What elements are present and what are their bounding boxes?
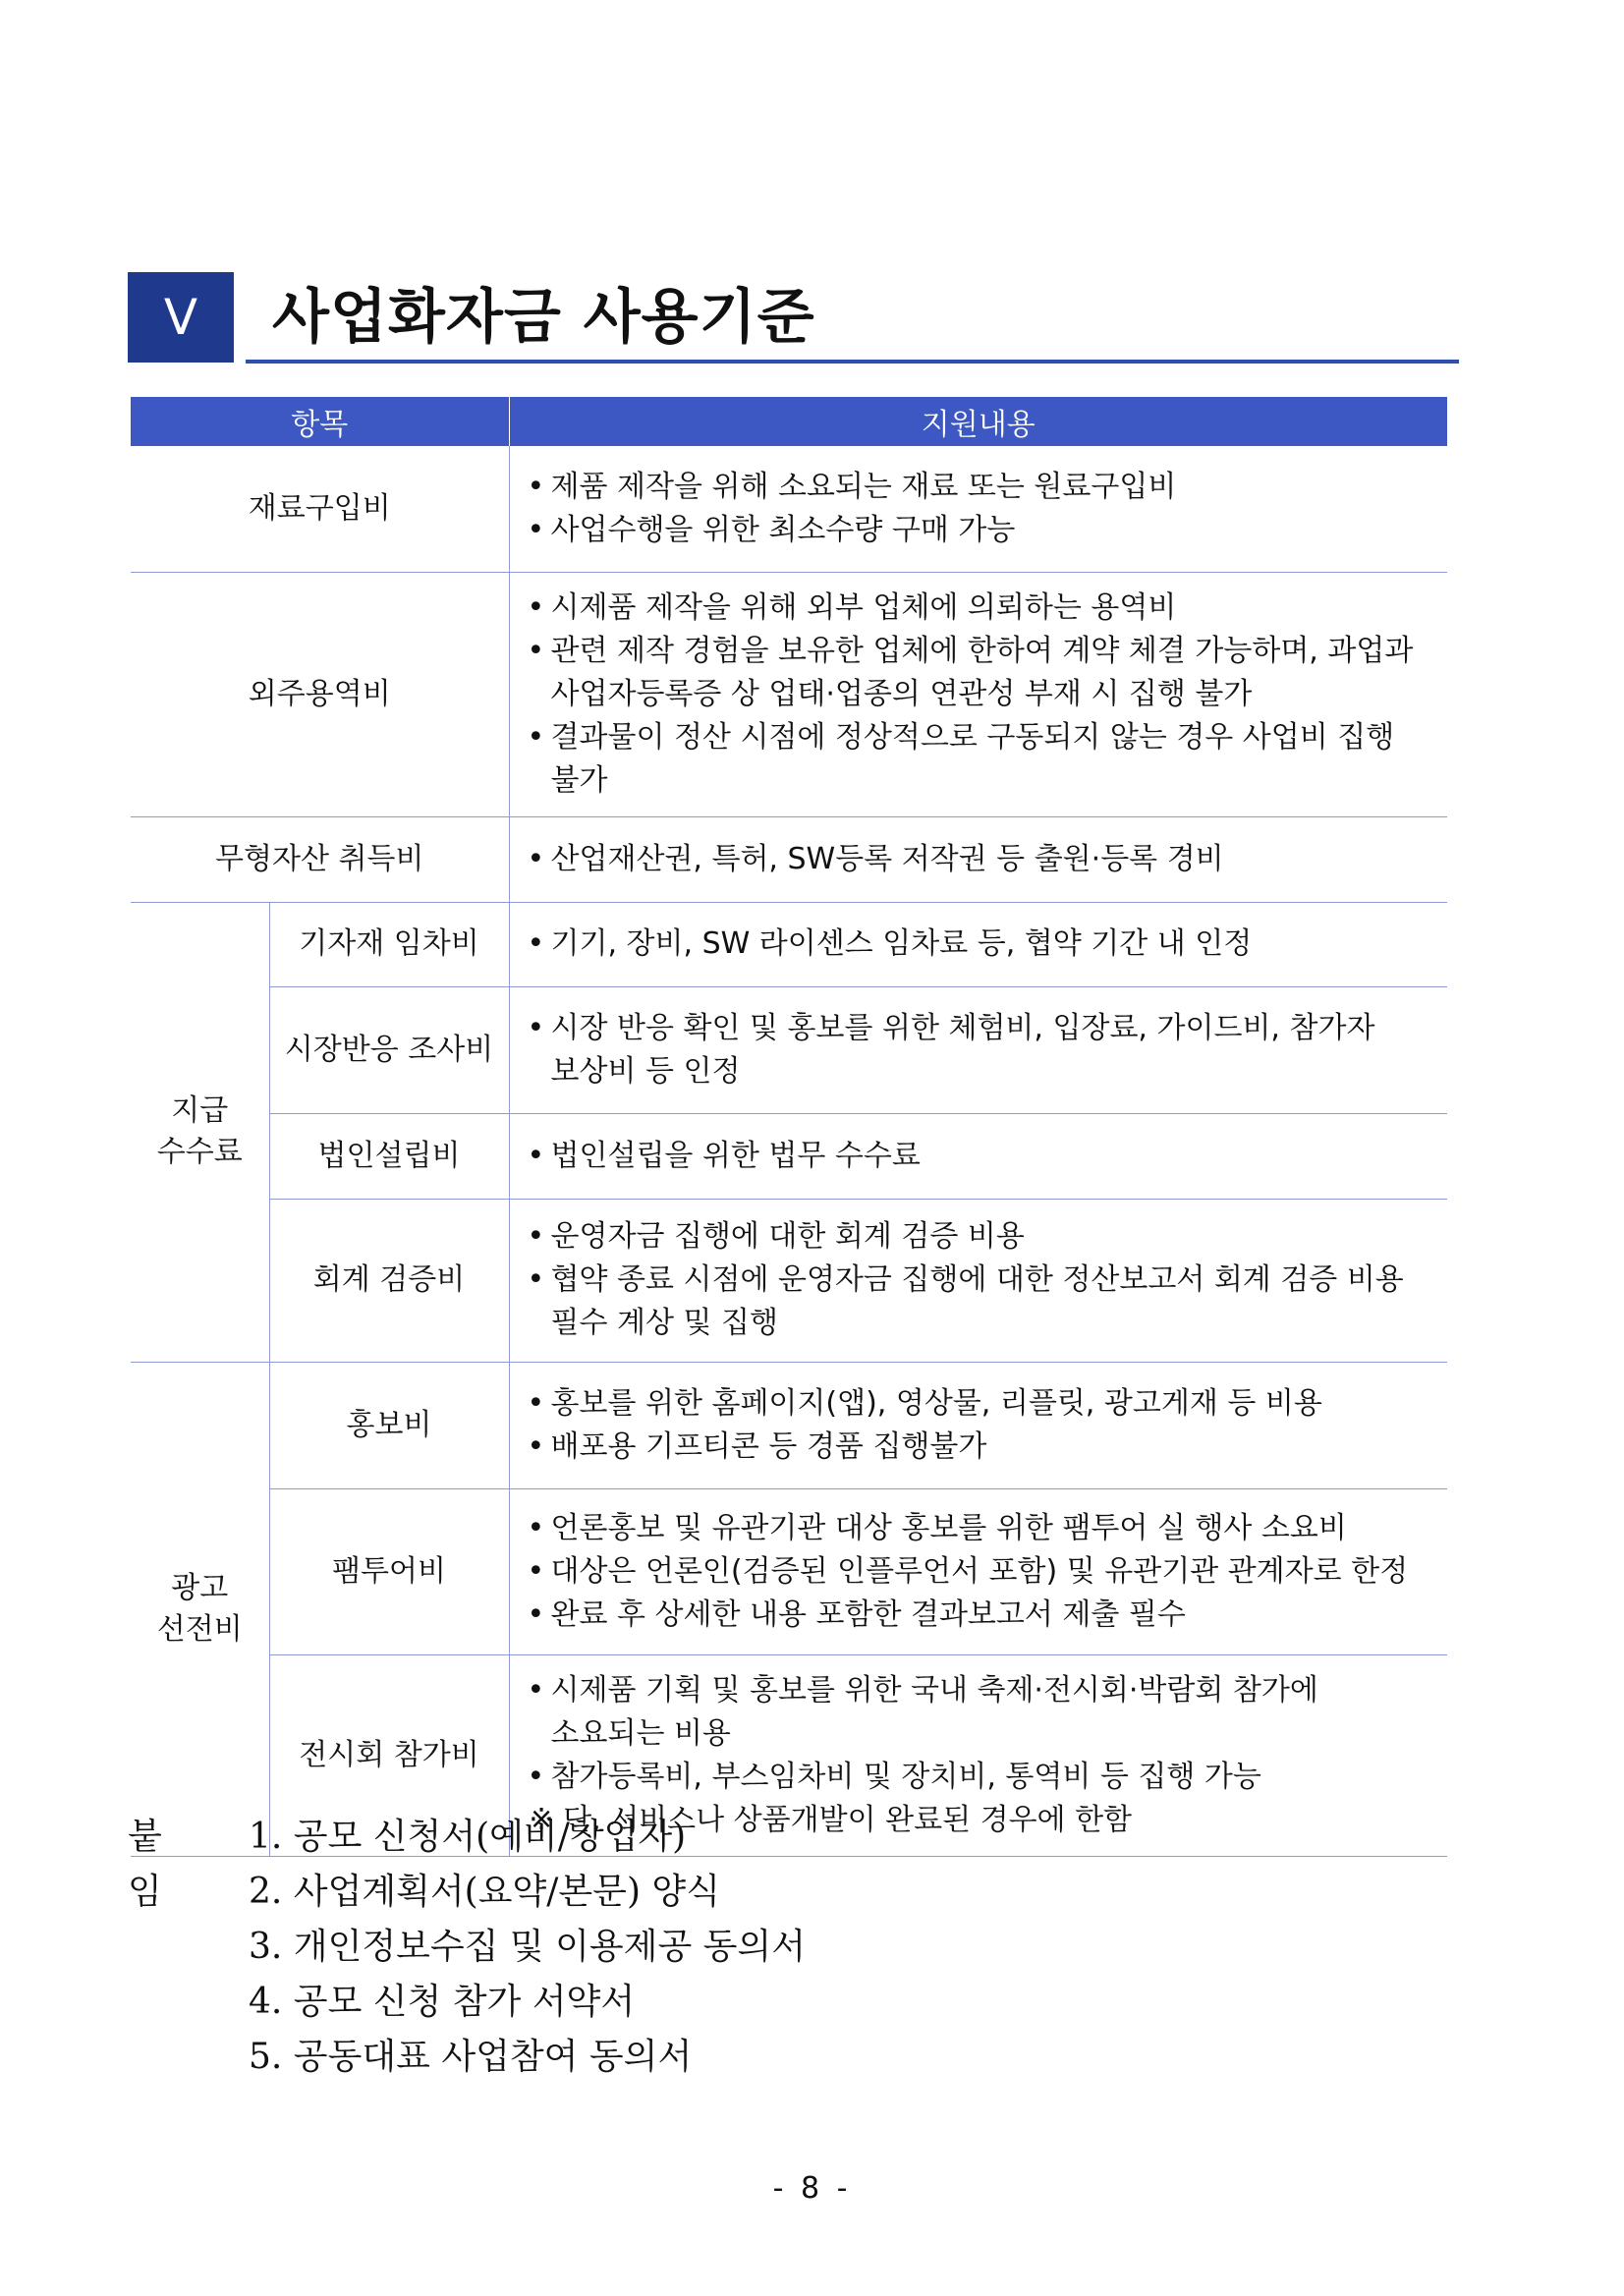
bullet-item: • 운영자금 집행에 대한 회계 검증 비용: [522, 1215, 1438, 1259]
table-row: [131, 572, 1447, 816]
bullet-item: • 산업재산권, 특허, SW등록 저작권 등 출원·등록 경비: [522, 838, 1438, 881]
row-content: [509, 446, 1447, 572]
bullet-item: • 배포용 기프티콘 등 경품 집행불가: [522, 1426, 1438, 1469]
group-label: 광고 선전비: [156, 1570, 243, 1647]
row-item: 전시회 참가비: [269, 1654, 509, 1856]
row-item: 무형자산 취득비: [131, 816, 509, 902]
attachments-label: 붙임: [128, 1817, 162, 1912]
row-content: [509, 572, 1447, 816]
bullet-item: • 협약 종료 시점에 운영자금 집행에 대한 정산보고서 회계 검증 비용 필수 계상 및 집행: [522, 1259, 1438, 1345]
attachment-item: 1. 공모 신청서(예비/창업자): [249, 1817, 687, 1857]
attachment-item: 3. 개인정보수집 및 이용제공 동의서: [249, 1927, 806, 1967]
row-item: 홍보비: [269, 1362, 509, 1488]
bullet-item: • 시제품 제작을 위해 외부 업체에 의뢰하는 용역비: [522, 587, 1438, 630]
bullet-item: • 시장 반응 확인 및 홍보를 위한 체험비, 입장료, 가이드비, 참가자 보상비 등 인정: [522, 1007, 1438, 1093]
row-content: [509, 1362, 1447, 1488]
table-header-row: [131, 397, 1447, 446]
bullet-item: • 관련 제작 경험을 보유한 업체에 한하여 계약 체결 가능하며, 과업과 사업자등록증 상 업태·업종의 연관성 부재 시 집행 불가: [522, 630, 1438, 716]
row-content: [509, 816, 1447, 902]
table-row: [131, 446, 1447, 572]
bullet-item: • 홍보를 위한 홈페이지(앱), 영상물, 리플릿, 광고게재 등 비용: [522, 1382, 1438, 1426]
row-item: 시장반응 조사비: [269, 986, 509, 1113]
bullet-item: • 사업수행을 위한 최소수량 구매 가능: [522, 509, 1438, 552]
row-note: ※ 단, 서비스나 상품개발이 완료된 경우에 한함: [529, 1802, 1133, 1837]
attachment-item: 4. 공모 신청 참가 서약서: [249, 1982, 636, 2022]
table-row: [131, 816, 1447, 902]
section-number-badge: V: [128, 272, 234, 363]
row-item: 외주용역비: [131, 572, 509, 816]
row-item: 팸투어비: [269, 1488, 509, 1654]
row-item: 기자재 임차비: [269, 902, 509, 986]
bullet-item: • 법인설립을 위한 법무 수수료: [522, 1135, 1438, 1178]
table-row: [131, 1199, 1447, 1362]
table-row: [131, 1113, 1447, 1199]
row-content: [509, 902, 1447, 986]
row-item: 재료구입비: [131, 446, 509, 572]
group-label: 지급 수수료: [156, 1093, 243, 1169]
row-content: [509, 986, 1447, 1113]
bullet-item: • 결과물이 정산 시점에 정상적으로 구동되지 않는 경우 사업비 집행 불가: [522, 716, 1438, 803]
group-label-fees: [131, 902, 269, 1362]
bullet-item: • 대상은 언론인(검증된 인플루언서 포함) 및 유관기관 관계자로 한정: [522, 1550, 1438, 1594]
table-row: [131, 1488, 1447, 1654]
header-item: 항목: [131, 397, 509, 446]
header-content: 지원내용: [509, 397, 1447, 446]
budget-criteria-table: [131, 397, 1447, 1857]
section-title: 사업화자금 사용기준: [272, 283, 815, 352]
row-content: [509, 1199, 1447, 1362]
page-number: - 8 -: [772, 2171, 852, 2206]
bullet-item: • 언론홍보 및 유관기관 대상 홍보를 위한 팸투어 실 행사 소요비: [522, 1507, 1438, 1550]
attachment-item: 2. 사업계획서(요약/본문) 양식: [249, 1872, 720, 1912]
bullet-item: • 기기, 장비, SW 라이센스 임차료 등, 협약 기간 내 인정: [522, 923, 1438, 966]
table-row: [131, 902, 1447, 986]
bullet-item: • 완료 후 상세한 내용 포함한 결과보고서 제출 필수: [522, 1594, 1438, 1637]
attachment-item: 5. 공동대표 사업참여 동의서: [249, 2037, 693, 2077]
table-row: [131, 1362, 1447, 1488]
section-title-rule: [246, 360, 1459, 364]
row-item: 회계 검증비: [269, 1199, 509, 1362]
table-row: [131, 986, 1447, 1113]
attachments-list: [249, 1810, 1133, 2085]
row-content: [509, 1113, 1447, 1199]
row-item: 법인설립비: [269, 1113, 509, 1199]
bullet-item: • 제품 제작을 위해 소요되는 재료 또는 원료구입비: [522, 466, 1438, 509]
bullet-item: • 참가등록비, 부스임차비 및 장치비, 통역비 등 집행 가능: [522, 1756, 1438, 1799]
bullet-item: • 시제품 기획 및 홍보를 위한 국내 축제·전시회·박람회 참가에 소요되는 비용: [522, 1669, 1438, 1756]
group-label-ads: [131, 1362, 269, 1856]
row-content: [509, 1488, 1447, 1654]
